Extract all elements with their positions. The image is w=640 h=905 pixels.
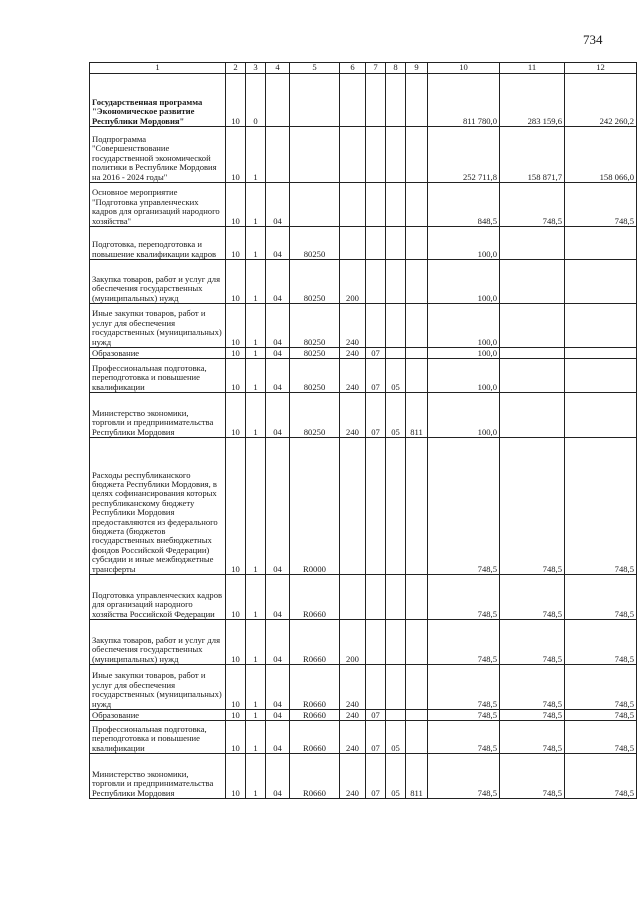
column-header: 9	[406, 63, 428, 74]
amount-cell: 158 066,0	[565, 127, 637, 183]
code-cell: 10	[226, 260, 246, 304]
code-cell	[366, 183, 386, 227]
amount-cell	[500, 227, 565, 260]
amount-cell: 100,0	[428, 359, 500, 393]
amount-cell: 100,0	[428, 393, 500, 438]
code-cell	[340, 438, 366, 575]
code-cell	[406, 183, 428, 227]
amount-cell	[565, 359, 637, 393]
code-cell	[266, 74, 290, 127]
code-cell	[366, 74, 386, 127]
code-cell: 240	[340, 665, 366, 710]
code-cell	[386, 575, 406, 620]
amount-cell: 748,5	[500, 620, 565, 665]
code-cell: 80250	[290, 393, 340, 438]
code-cell: 04	[266, 393, 290, 438]
code-cell: 04	[266, 721, 290, 754]
table-row	[90, 348, 637, 359]
row-name-cell	[90, 74, 226, 127]
code-cell: 240	[340, 754, 366, 799]
code-cell: 10	[226, 304, 246, 348]
table-row	[90, 438, 637, 575]
amount-cell: 748,5	[500, 575, 565, 620]
code-cell	[290, 74, 340, 127]
row-name: Министерство экономики, торговли и предпринимательства Республики Мордовия	[92, 407, 214, 437]
amount-cell: 748,5	[500, 183, 565, 227]
code-cell: 10	[226, 710, 246, 721]
row-name: Подготовка, переподготовка и повышение квалификации кадров	[92, 239, 217, 259]
code-cell: 80250	[290, 304, 340, 348]
code-cell: 04	[266, 183, 290, 227]
amount-cell: 811 780,0	[428, 74, 500, 127]
row-name: Подготовка управленческих кадров для организаций народного хозяйства Российской Федерации	[92, 589, 223, 619]
code-cell: 1	[246, 620, 266, 665]
code-cell	[406, 710, 428, 721]
code-cell: 80250	[290, 359, 340, 393]
code-cell: 10	[226, 620, 246, 665]
column-header: 10	[428, 63, 500, 74]
code-cell: 1	[246, 710, 266, 721]
amount-cell: 748,5	[428, 754, 500, 799]
code-cell: R0660	[290, 575, 340, 620]
code-cell: 10	[226, 183, 246, 227]
code-cell: 04	[266, 710, 290, 721]
amount-cell: 748,5	[565, 438, 637, 575]
table-row	[90, 721, 637, 754]
code-cell: R0660	[290, 754, 340, 799]
amount-cell	[500, 348, 565, 359]
code-cell: 240	[340, 393, 366, 438]
amount-cell: 100,0	[428, 348, 500, 359]
code-cell: 1	[246, 260, 266, 304]
amount-cell: 748,5	[500, 665, 565, 710]
row-name-cell	[90, 359, 226, 393]
code-cell: 1	[246, 575, 266, 620]
row-name: Закупка товаров, работ и услуг для обеспечения государственных (муниципальных) нужд	[92, 634, 221, 664]
amount-cell: 748,5	[500, 721, 565, 754]
row-name: Расходы республиканского бюджета Республики Мордовия, в целях софинансирования которых республиканскому бюджету Республики Мордовия предоставляются из федерального бюджета (бюджетов государственных внебюджетных фондов Российской Федерации) субсидии и иные межбюджетные трансферты	[92, 469, 218, 574]
amount-cell: 748,5	[500, 438, 565, 575]
code-cell	[386, 227, 406, 260]
row-name-cell	[90, 304, 226, 348]
code-cell: R0660	[290, 620, 340, 665]
amount-cell: 748,5	[428, 721, 500, 754]
code-cell	[366, 665, 386, 710]
code-cell: 10	[226, 227, 246, 260]
amount-cell: 242 260,2	[565, 74, 637, 127]
code-cell: 05	[386, 721, 406, 754]
code-cell	[340, 74, 366, 127]
code-cell: 200	[340, 260, 366, 304]
code-cell: 10	[226, 127, 246, 183]
code-cell: 240	[340, 348, 366, 359]
column-header: 7	[366, 63, 386, 74]
code-cell: 07	[366, 393, 386, 438]
code-cell: 07	[366, 754, 386, 799]
code-cell: 1	[246, 227, 266, 260]
row-name: Образование	[92, 709, 140, 720]
column-header: 2	[226, 63, 246, 74]
code-cell: 05	[386, 754, 406, 799]
code-cell	[366, 127, 386, 183]
code-cell: 07	[366, 710, 386, 721]
row-name-cell	[90, 183, 226, 227]
code-cell: 04	[266, 227, 290, 260]
code-cell: 240	[340, 304, 366, 348]
table-row	[90, 260, 637, 304]
code-cell: 10	[226, 665, 246, 710]
amount-cell: 100,0	[428, 227, 500, 260]
table-row	[90, 227, 637, 260]
row-name: Государственная программа "Экономическое развитие Республики Мордовия"	[92, 96, 203, 126]
code-cell: 04	[266, 260, 290, 304]
table-row	[90, 304, 637, 348]
code-cell: 04	[266, 359, 290, 393]
column-header: 5	[290, 63, 340, 74]
column-header: 4	[266, 63, 290, 74]
table-row	[90, 710, 637, 721]
amount-cell	[565, 348, 637, 359]
code-cell: 80250	[290, 348, 340, 359]
row-name-cell	[90, 754, 226, 799]
amount-cell: 748,5	[565, 575, 637, 620]
amount-cell	[500, 260, 565, 304]
table-row	[90, 393, 637, 438]
code-cell	[406, 359, 428, 393]
table-row	[90, 127, 637, 183]
code-cell: 80250	[290, 260, 340, 304]
amount-cell: 748,5	[428, 710, 500, 721]
amount-cell: 748,5	[428, 665, 500, 710]
code-cell	[266, 127, 290, 183]
table-row	[90, 575, 637, 620]
column-header: 11	[500, 63, 565, 74]
code-cell	[386, 260, 406, 304]
code-cell: 1	[246, 304, 266, 348]
column-header: 12	[565, 63, 637, 74]
code-cell: 811	[406, 393, 428, 438]
code-cell	[290, 183, 340, 227]
row-name: Основное мероприятие "Подготовка управленческих кадров для организаций народного хозяйства"	[92, 187, 220, 226]
code-cell: 10	[226, 754, 246, 799]
row-name-cell	[90, 620, 226, 665]
code-cell: 10	[226, 721, 246, 754]
row-name: Образование	[92, 347, 140, 358]
row-name: Иные закупки товаров, работ и услуг для обеспечения государственных (муниципальных) нужд	[92, 308, 222, 347]
row-name-cell	[90, 710, 226, 721]
table-row	[90, 665, 637, 710]
row-name-cell	[90, 438, 226, 575]
code-cell: 10	[226, 393, 246, 438]
amount-cell	[565, 304, 637, 348]
page-number: 734	[583, 32, 603, 47]
amount-cell: 748,5	[428, 438, 500, 575]
code-cell: 80250	[290, 227, 340, 260]
code-cell: 05	[386, 393, 406, 438]
code-cell: 04	[266, 304, 290, 348]
code-cell: 1	[246, 393, 266, 438]
amount-cell: 748,5	[565, 620, 637, 665]
code-cell	[386, 183, 406, 227]
code-cell	[366, 575, 386, 620]
code-cell	[340, 575, 366, 620]
code-cell	[386, 665, 406, 710]
code-cell: 811	[406, 754, 428, 799]
code-cell: 07	[366, 359, 386, 393]
amount-cell: 283 159,6	[500, 74, 565, 127]
amount-cell: 100,0	[428, 260, 500, 304]
amount-cell: 748,5	[565, 754, 637, 799]
amount-cell: 748,5	[500, 754, 565, 799]
code-cell: 1	[246, 665, 266, 710]
code-cell: 1	[246, 348, 266, 359]
code-cell	[386, 348, 406, 359]
code-cell: 10	[226, 438, 246, 575]
code-cell	[406, 438, 428, 575]
code-cell: 1	[246, 721, 266, 754]
code-cell: 0	[246, 74, 266, 127]
code-cell: 04	[266, 620, 290, 665]
code-cell	[406, 721, 428, 754]
amount-cell: 748,5	[565, 183, 637, 227]
code-cell	[386, 438, 406, 575]
code-cell	[406, 348, 428, 359]
row-name-cell	[90, 127, 226, 183]
amount-cell: 748,5	[565, 710, 637, 721]
column-header: 8	[386, 63, 406, 74]
code-cell	[406, 227, 428, 260]
code-cell	[340, 227, 366, 260]
code-cell: R0000	[290, 438, 340, 575]
code-cell	[366, 260, 386, 304]
code-cell	[406, 575, 428, 620]
code-cell: 10	[226, 74, 246, 127]
amount-cell	[565, 393, 637, 438]
amount-cell: 748,5	[565, 665, 637, 710]
code-cell	[366, 304, 386, 348]
code-cell: 07	[366, 348, 386, 359]
row-name-cell	[90, 721, 226, 754]
row-name-cell	[90, 575, 226, 620]
code-cell: 10	[226, 575, 246, 620]
table-row	[90, 74, 637, 127]
code-cell: 240	[340, 721, 366, 754]
amount-cell	[500, 359, 565, 393]
code-cell	[366, 620, 386, 665]
amount-cell	[565, 227, 637, 260]
code-cell: 04	[266, 438, 290, 575]
code-cell: 1	[246, 438, 266, 575]
amount-cell: 748,5	[500, 710, 565, 721]
amount-cell	[500, 304, 565, 348]
code-cell	[340, 127, 366, 183]
code-cell: 10	[226, 348, 246, 359]
code-cell	[386, 127, 406, 183]
code-cell	[386, 74, 406, 127]
code-cell: 07	[366, 721, 386, 754]
amount-cell: 848,5	[428, 183, 500, 227]
code-cell	[386, 620, 406, 665]
row-name-cell	[90, 227, 226, 260]
table-row	[90, 359, 637, 393]
code-cell	[406, 260, 428, 304]
table-row	[90, 620, 637, 665]
code-cell: 04	[266, 665, 290, 710]
code-cell: 1	[246, 754, 266, 799]
amount-cell: 100,0	[428, 304, 500, 348]
amount-cell	[565, 260, 637, 304]
row-name-cell	[90, 260, 226, 304]
amount-cell: 748,5	[565, 721, 637, 754]
row-name-cell	[90, 393, 226, 438]
code-cell	[406, 127, 428, 183]
table-header-row	[90, 63, 637, 74]
code-cell	[366, 438, 386, 575]
amount-cell: 158 871,7	[500, 127, 565, 183]
code-cell: R0660	[290, 721, 340, 754]
row-name: Подпрограмма "Совершенствование государственной экономической политики в Республике Мордовия на 2016 - 2024 годы"	[92, 133, 217, 182]
column-header: 6	[340, 63, 366, 74]
code-cell	[406, 304, 428, 348]
code-cell: 05	[386, 359, 406, 393]
amount-cell: 748,5	[428, 620, 500, 665]
budget-table	[89, 62, 637, 799]
row-name: Закупка товаров, работ и услуг для обеспечения государственных (муниципальных) нужд	[92, 273, 221, 303]
code-cell	[406, 665, 428, 710]
code-cell: 200	[340, 620, 366, 665]
column-header: 3	[246, 63, 266, 74]
table-row	[90, 754, 637, 799]
amount-cell: 252 711,8	[428, 127, 500, 183]
amount-cell	[500, 393, 565, 438]
code-cell	[406, 620, 428, 665]
table-row	[90, 183, 637, 227]
row-name: Профессиональная подготовка, переподготовка и повышение квалификации	[92, 362, 207, 392]
code-cell: 04	[266, 348, 290, 359]
code-cell	[406, 74, 428, 127]
code-cell	[290, 127, 340, 183]
row-name-cell	[90, 665, 226, 710]
row-name-cell	[90, 348, 226, 359]
code-cell: 04	[266, 754, 290, 799]
code-cell: 1	[246, 183, 266, 227]
code-cell: 240	[340, 710, 366, 721]
code-cell: 1	[246, 359, 266, 393]
column-header: 1	[90, 63, 226, 74]
code-cell	[386, 710, 406, 721]
row-name: Министерство экономики, торговли и предпринимательства Республики Мордовия	[92, 768, 214, 798]
row-name: Иные закупки товаров, работ и услуг для обеспечения государственных (муниципальных) нужд	[92, 670, 222, 709]
amount-cell: 748,5	[428, 575, 500, 620]
row-name: Профессиональная подготовка, переподготовка и повышение квалификации	[92, 723, 207, 753]
code-cell	[366, 227, 386, 260]
code-cell	[386, 304, 406, 348]
code-cell: 1	[246, 127, 266, 183]
code-cell: R0660	[290, 665, 340, 710]
code-cell	[340, 183, 366, 227]
code-cell: 04	[266, 575, 290, 620]
code-cell: 240	[340, 359, 366, 393]
code-cell: 10	[226, 359, 246, 393]
code-cell: R0660	[290, 710, 340, 721]
